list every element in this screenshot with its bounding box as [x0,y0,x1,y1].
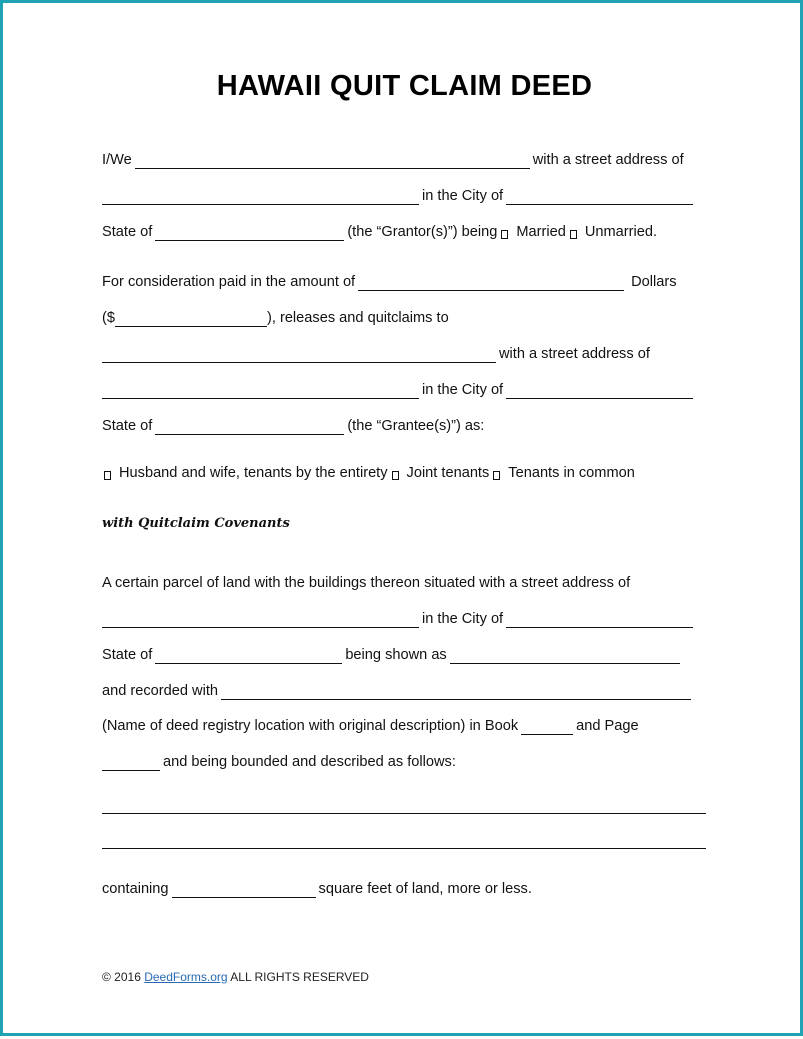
description-field-2[interactable] [102,834,706,849]
copyright-prefix: © 2016 [102,970,141,984]
book-field[interactable] [521,720,573,735]
recorded-with-field[interactable] [221,685,691,700]
grantor-city-field[interactable] [506,190,693,205]
label-grantor: (the “Grantor(s)”) being [347,224,498,240]
parcel-description-line: A certain parcel of land with the buildings thereon situated with a street address of [102,575,631,591]
covenants-heading: with Quitclaim Covenants [102,516,290,531]
grantor-street-field[interactable] [102,190,419,205]
description-line-2 [102,834,707,849]
husband-wife-checkbox[interactable] [104,471,111,480]
tenants-common-checkbox[interactable] [493,471,500,480]
label-containing: containing [102,881,169,897]
label-dollars: Dollars [631,274,677,290]
label-grantee: (the “Grantee(s)”) as: [347,418,485,434]
deedforms-link[interactable]: DeedForms.org [144,970,228,984]
containing-line [102,880,707,898]
consideration-amount-field[interactable] [358,276,624,291]
grantee-city-field[interactable] [506,384,693,399]
label-grantee-city: in the City of [422,382,504,398]
parcel-street-field[interactable] [102,613,419,628]
label-grantee-state: State of [102,418,153,434]
grantor-name-field[interactable] [135,154,530,169]
grantee-address-line [102,381,707,399]
label-street-address: with a street address of [532,152,684,168]
grantor-state-field[interactable] [155,226,344,241]
parcel-state-field[interactable] [155,649,342,664]
shown-as-field[interactable] [450,649,680,664]
bounded-line [102,753,707,771]
label-joint-tenants: Joint tenants [406,465,490,481]
married-checkbox[interactable] [501,230,508,239]
square-feet-field[interactable] [172,883,316,898]
label-consideration: For consideration paid in the amount of [102,274,356,290]
parcel-city-field[interactable] [506,613,693,628]
label-state: State of [102,224,153,240]
label-husband-wife: Husband and wife, tenants by the entirety [119,465,388,481]
joint-tenants-checkbox[interactable] [392,471,399,480]
grantor-state-line [102,223,707,241]
label-unmarried: Unmarried. [584,224,658,240]
grantor-address-line [102,187,707,205]
label-and-page: and Page [576,718,639,734]
label-tenants-common: Tenants in common [508,465,635,481]
dollar-figure-field[interactable] [115,312,267,327]
grantor-name-line [102,151,707,169]
dollar-amount-line [102,309,707,327]
grantee-state-field[interactable] [155,420,344,435]
label-married: Married [516,224,566,240]
label-recorded-with: and recorded with [102,683,219,699]
description-line-1 [102,799,707,814]
copyright-suffix: ALL RIGHTS RESERVED [230,970,369,984]
parcel-address-line [102,610,707,628]
grantee-street-field[interactable] [102,384,419,399]
consideration-line [102,273,707,291]
copyright-footer [102,970,369,984]
description-field-1[interactable] [102,799,706,814]
label-grantee-street: with a street address of [499,346,650,362]
label-i-we: I/We [102,152,132,168]
grantee-state-line [102,417,707,435]
label-parcel-city: in the City of [422,611,504,627]
recorded-with-line [102,682,707,700]
label-releases: ), releases and quitclaims to [266,310,449,326]
document-title: HAWAII QUIT CLAIM DEED [216,70,593,102]
label-bounded: and being bounded and described as follows: [163,754,456,770]
grantee-name-line [102,345,707,363]
label-registry-book: (Name of deed registry location with original description) in Book [102,718,519,734]
tenancy-options-line [102,464,707,482]
page-field[interactable] [102,756,160,771]
parcel-state-line [102,646,707,664]
label-square-feet: square feet of land, more or less. [318,881,532,897]
unmarried-checkbox[interactable] [570,230,577,239]
label-city: in the City of [422,188,504,204]
label-shown-as: being shown as [345,647,447,663]
document-page [102,3,707,1039]
book-page-line [102,717,707,735]
grantee-name-field[interactable] [102,348,496,363]
label-dollar-open: ($ [102,310,115,326]
label-parcel-state: State of [102,647,153,663]
